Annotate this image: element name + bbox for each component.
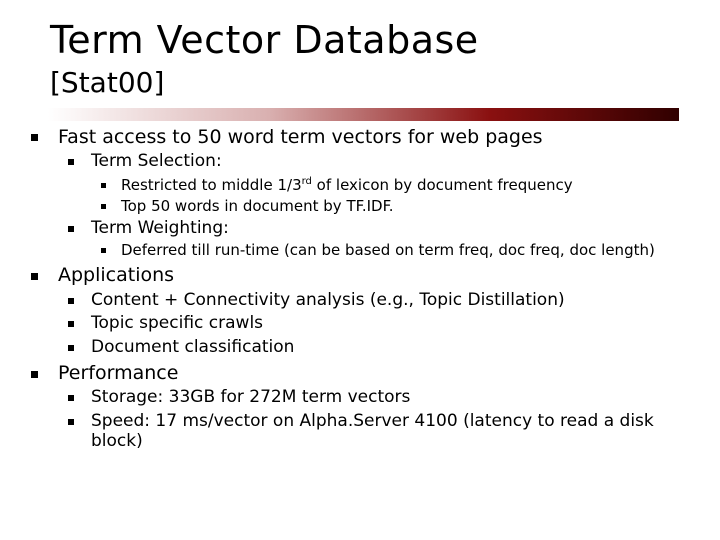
bullet-speed-continued: block) bbox=[91, 431, 143, 451]
bullet-square-icon bbox=[68, 298, 74, 304]
bullet-deferred-runtime: Deferred till run-time (can be based on term freq, doc freq, doc length) bbox=[121, 241, 655, 259]
bullet-square-icon bbox=[68, 159, 74, 165]
bullet-top-50-words: Top 50 words in document by TF.IDF. bbox=[121, 197, 394, 215]
bullet-square-icon bbox=[31, 134, 38, 141]
ordinal-superscript: rd bbox=[301, 176, 312, 187]
title-divider-bar bbox=[48, 108, 679, 121]
bullet-square-icon bbox=[68, 321, 74, 327]
bullet-performance: Performance bbox=[58, 362, 179, 384]
bullet-square-icon bbox=[68, 419, 74, 425]
bullet-square-icon bbox=[31, 371, 38, 378]
bullet-restricted-middle bbox=[121, 176, 573, 194]
bullet-square-icon bbox=[68, 226, 74, 232]
bullet-speed: Speed: 17 ms/vector on Alpha.Server 4100 (latency to read a disk bbox=[91, 411, 654, 431]
bullet-topic-crawls: Topic specific crawls bbox=[91, 313, 264, 333]
slide-subtitle: [Stat00] bbox=[50, 66, 165, 99]
bullet-square-icon bbox=[31, 273, 38, 280]
bullet-document-classification: Document classification bbox=[91, 337, 295, 357]
bullet-square-icon bbox=[68, 345, 74, 351]
bullet-applications: Applications bbox=[58, 264, 175, 286]
bullet-square-icon bbox=[101, 183, 106, 188]
bullet-restricted-middle-rest: of lexicon by document frequency bbox=[311, 176, 573, 194]
bullet-square-icon bbox=[101, 204, 106, 209]
bullet-square-icon bbox=[68, 395, 74, 401]
bullet-fast-access: Fast access to 50 word term vectors for web pages bbox=[58, 126, 543, 148]
bullet-term-selection: Term Selection: bbox=[91, 151, 222, 171]
bullet-term-weighting: Term Weighting: bbox=[91, 218, 229, 238]
bullet-square-icon bbox=[101, 248, 106, 253]
slide-title: Term Vector Database bbox=[50, 18, 479, 62]
bullet-storage: Storage: 33GB for 272M term vectors bbox=[91, 387, 411, 407]
bullet-restricted-middle-text: Restricted to middle 1/3 bbox=[121, 176, 302, 194]
bullet-content-connectivity: Content + Connectivity analysis (e.g., Topic Distillation) bbox=[91, 290, 565, 310]
